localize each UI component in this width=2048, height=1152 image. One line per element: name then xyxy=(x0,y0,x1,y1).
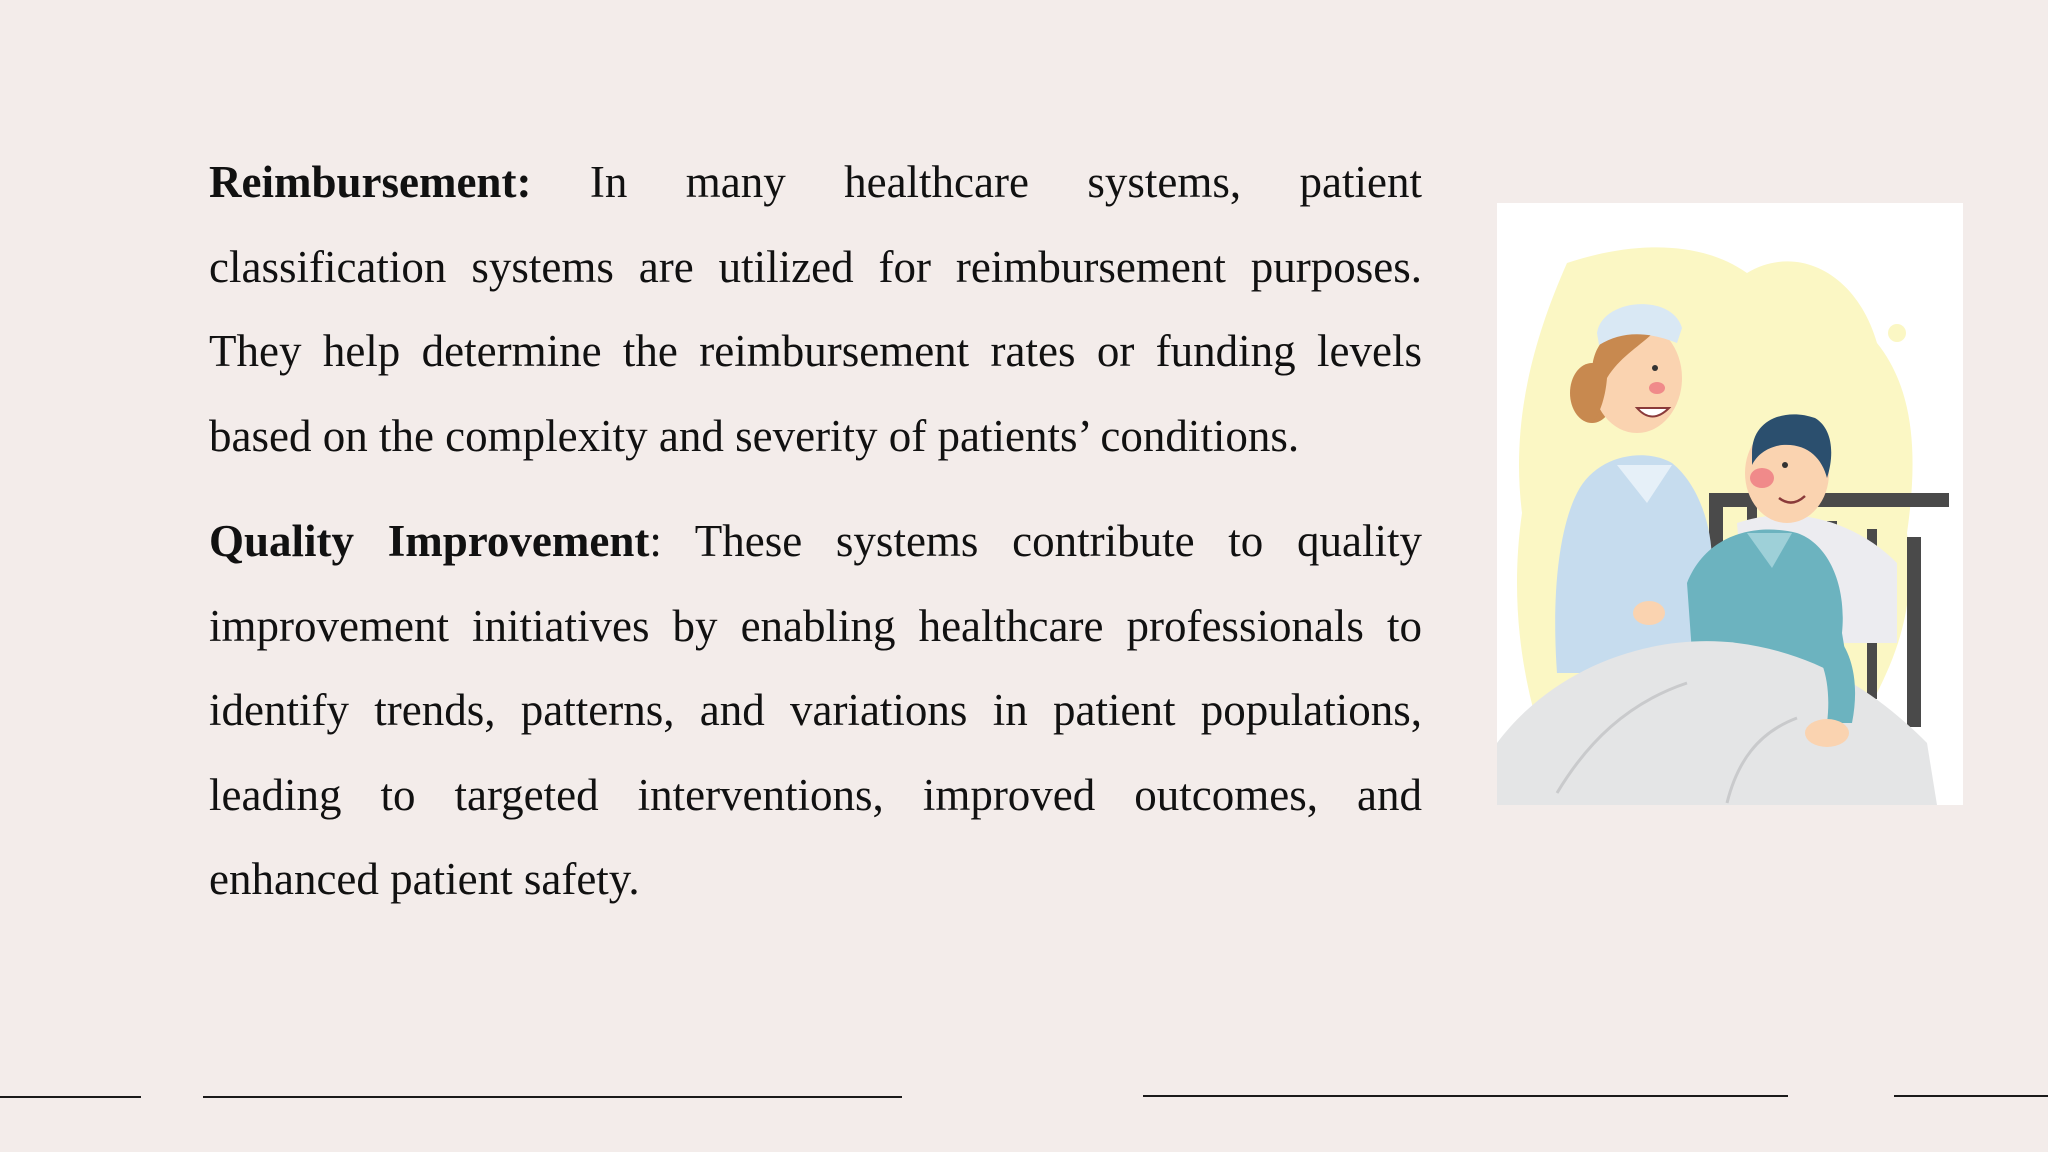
separator-quality-improvement: : xyxy=(649,516,662,566)
background-bubble-small xyxy=(1888,324,1906,342)
text-content xyxy=(209,140,1422,922)
footer-rule xyxy=(1894,1095,2048,1097)
body-quality-improvement: These systems contribute to quality improvement initiatives by enabling healthcare professionals to identify trends, patterns, and variations in patient populations, leading to targeted interventions, improved outcomes, and enhanced patient safety. xyxy=(209,516,1422,904)
patient-nose xyxy=(1750,468,1774,488)
nurse-nose xyxy=(1649,382,1665,394)
heading-quality-improvement: Quality Improvement xyxy=(209,516,650,566)
heading-reimbursement: Reimbursement: xyxy=(209,157,532,207)
paragraph-reimbursement xyxy=(209,140,1422,478)
nurse-hand xyxy=(1633,601,1665,625)
footer-rule xyxy=(203,1096,902,1098)
paragraph-quality-improvement xyxy=(209,499,1422,922)
background-bubble-large xyxy=(1823,314,1871,362)
patient-hand xyxy=(1805,719,1849,747)
footer-rule xyxy=(1143,1095,1788,1097)
patient-eye xyxy=(1782,462,1788,468)
nurse-eye xyxy=(1652,365,1658,371)
nurse-patient-illustration xyxy=(1497,203,1963,805)
footer-rule xyxy=(0,1096,141,1098)
body-reimbursement: In many healthcare systems, patient classification systems are utilized for reimbursement purposes. They help determine the reimbursement rates or funding levels based on the complexity and severity of patients’ conditions. xyxy=(209,157,1422,461)
